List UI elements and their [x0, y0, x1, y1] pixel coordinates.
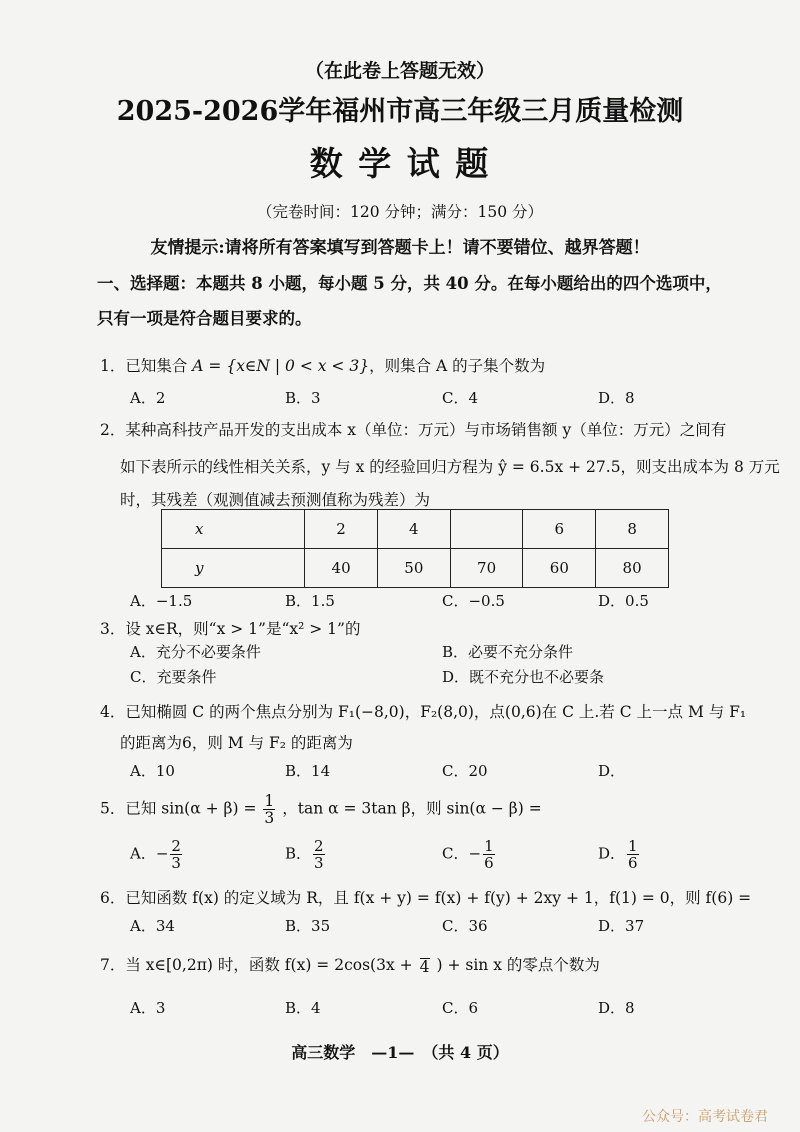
- question-6-stem: 6．已知函数 f(x) 的定义域为 R，且 f(x + y) = f(x) + f(y) + 2xy + 1，f(1) = 0，则 f(6) =: [100, 889, 752, 907]
- q7-fraction: [420, 958, 430, 975]
- q7-pre: 7．当 x∈[0,2π) 时，函数 f(x) = 2cos(3x +: [100, 956, 413, 974]
- q2-option-d: D．0.5: [598, 592, 649, 610]
- subject-title: 数 学 试 题: [309, 144, 491, 183]
- table-cell: 4: [377, 510, 450, 549]
- q6-option-c: C．36: [442, 917, 488, 935]
- q6-option-b: B．35: [285, 917, 331, 935]
- q5-fraction: [263, 793, 275, 826]
- q7-option-b: B．4: [285, 999, 321, 1017]
- fraction-denominator: 3: [264, 809, 275, 827]
- page-footer: 高三数学 —1— （共 4 页）: [291, 1043, 509, 1062]
- q1-post: ，则集合 A 的子集个数为: [369, 357, 546, 375]
- watermark: [642, 1106, 768, 1126]
- q5-option-b: [285, 838, 327, 871]
- question-4-line1: 4．已知椭圆 C 的两个焦点分别为 F₁(−8,0)，F₂(8,0)，点(0,6)在 C 上.若 C 上一点 M 与 F₁: [100, 703, 747, 721]
- question-1-stem: [100, 354, 545, 376]
- q5-option-a: [130, 838, 184, 871]
- table-cell: 50: [377, 549, 450, 588]
- question-2-line2: 如下表所示的线性相关关系，y 与 x 的经验回归方程为 ŷ = 6.5x + 27.5，则支出成本为 8 万元: [120, 458, 780, 476]
- table-header-x: x: [162, 510, 305, 549]
- table-cell: 60: [523, 549, 596, 588]
- option-label: A．: [130, 844, 156, 863]
- time-info: （完卷时间：120 分钟；满分：150 分）: [256, 203, 544, 221]
- reminder: 友情提示:请将所有答案填写到答题卡上！请不要错位、越界答题！: [150, 238, 650, 258]
- q4-option-a: A．10: [130, 762, 175, 780]
- option-fraction: [313, 838, 325, 871]
- question-2-line1: 2．某种高科技产品开发的支出成本 x（单位：万元）与市场销售额 y（单位：万元）之间有: [100, 421, 727, 439]
- option-sign: −: [468, 844, 482, 863]
- answer-invalid-notice: （在此卷上答题无效）: [304, 60, 495, 82]
- section-heading-line1: 一、选择题：本题共 8 小题，每小题 5 分，共 40 分。在每小题给出的四个选项中，: [97, 274, 722, 293]
- q1-option-d: D．8: [598, 389, 635, 407]
- table-cell: 80: [596, 549, 669, 588]
- question-3-stem: 3．设 x∈R，则“x > 1”是“x² > 1”的: [100, 620, 361, 638]
- table-row-y: [162, 549, 669, 588]
- question-7-stem: [100, 953, 600, 975]
- table-cell: 6: [523, 510, 596, 549]
- fraction-denominator: 3: [171, 854, 181, 872]
- option-label: B．: [285, 844, 312, 863]
- q1-option-c: C．4: [442, 389, 479, 407]
- q3-option-c: C．充要条件: [130, 668, 217, 686]
- fraction-numerator: 1: [628, 837, 638, 855]
- option-label: D．: [598, 844, 626, 863]
- option-label: C．: [442, 844, 469, 863]
- question-5-stem: [100, 793, 542, 826]
- data-table: [161, 509, 669, 588]
- q5-option-c: [442, 838, 497, 871]
- q2-option-c: C．−0.5: [442, 592, 505, 610]
- q5-post: ，tan α = 3tan β，则 sin(α − β) =: [282, 799, 542, 818]
- table-cell: [450, 510, 523, 549]
- table-row-x: [162, 510, 669, 549]
- table-cell: 2: [305, 510, 378, 549]
- q2-option-b: B．1.5: [285, 592, 335, 610]
- watermark-name: 高考试卷君: [698, 1109, 768, 1125]
- fraction-numerator: 1: [484, 837, 494, 855]
- fraction-numerator: 2: [314, 837, 324, 855]
- fraction-numerator: 1: [264, 792, 275, 810]
- option-fraction: [483, 838, 495, 871]
- watermark-label: 公众号：: [642, 1109, 698, 1125]
- section-heading-line2: 只有一项是符合题目要求的。: [97, 309, 312, 328]
- option-sign: −: [155, 844, 169, 863]
- q7-option-a: A．3: [130, 999, 166, 1017]
- q7-option-d: D．8: [598, 999, 635, 1017]
- q3-option-b: B．必要不充分条件: [442, 643, 574, 661]
- q7-post: ) + sin x 的零点个数为: [436, 956, 600, 974]
- table-cell: 70: [450, 549, 523, 588]
- q1-set-expr: A = {x∈N | 0 < x < 3}: [192, 357, 370, 375]
- q5-pre: 5．已知 sin(α + β) =: [100, 799, 257, 818]
- q1-option-b: B．3: [285, 389, 321, 407]
- q1-option-a: A．2: [130, 389, 166, 407]
- fraction-denominator: 4: [419, 957, 430, 976]
- option-fraction: [170, 838, 182, 871]
- option-fraction: [627, 838, 639, 871]
- table-header-y: y: [162, 549, 305, 588]
- q6-option-a: A．34: [130, 917, 175, 935]
- q1-pre: 1．已知集合: [100, 357, 193, 375]
- question-4-line2: 的距离为6，则 M 与 F₂ 的距离为: [120, 734, 353, 752]
- q3-option-d: D．既不充分也不必要条: [442, 668, 605, 686]
- fraction-denominator: 6: [628, 854, 638, 872]
- exam-title: 2025-2026学年福州市高三年级三月质量检测: [116, 96, 684, 127]
- q4-option-d: D．: [598, 762, 626, 780]
- q2-option-a: A．−1.5: [130, 592, 193, 610]
- q4-option-b: B．14: [285, 762, 331, 780]
- fraction-numerator: 2: [171, 837, 181, 855]
- fraction-denominator: 3: [314, 854, 324, 872]
- q4-option-c: C．20: [442, 762, 488, 780]
- q7-option-c: C．6: [442, 999, 479, 1017]
- table-cell: 8: [596, 510, 669, 549]
- q6-option-d: D．37: [598, 917, 645, 935]
- table-cell: 40: [305, 549, 378, 588]
- question-2-line3: 时，其残差（观测值减去预测值称为残差）为: [120, 491, 431, 509]
- fraction-denominator: 6: [484, 854, 494, 872]
- q5-option-d: [598, 838, 641, 871]
- q3-option-a: A．充分不必要条件: [130, 643, 261, 661]
